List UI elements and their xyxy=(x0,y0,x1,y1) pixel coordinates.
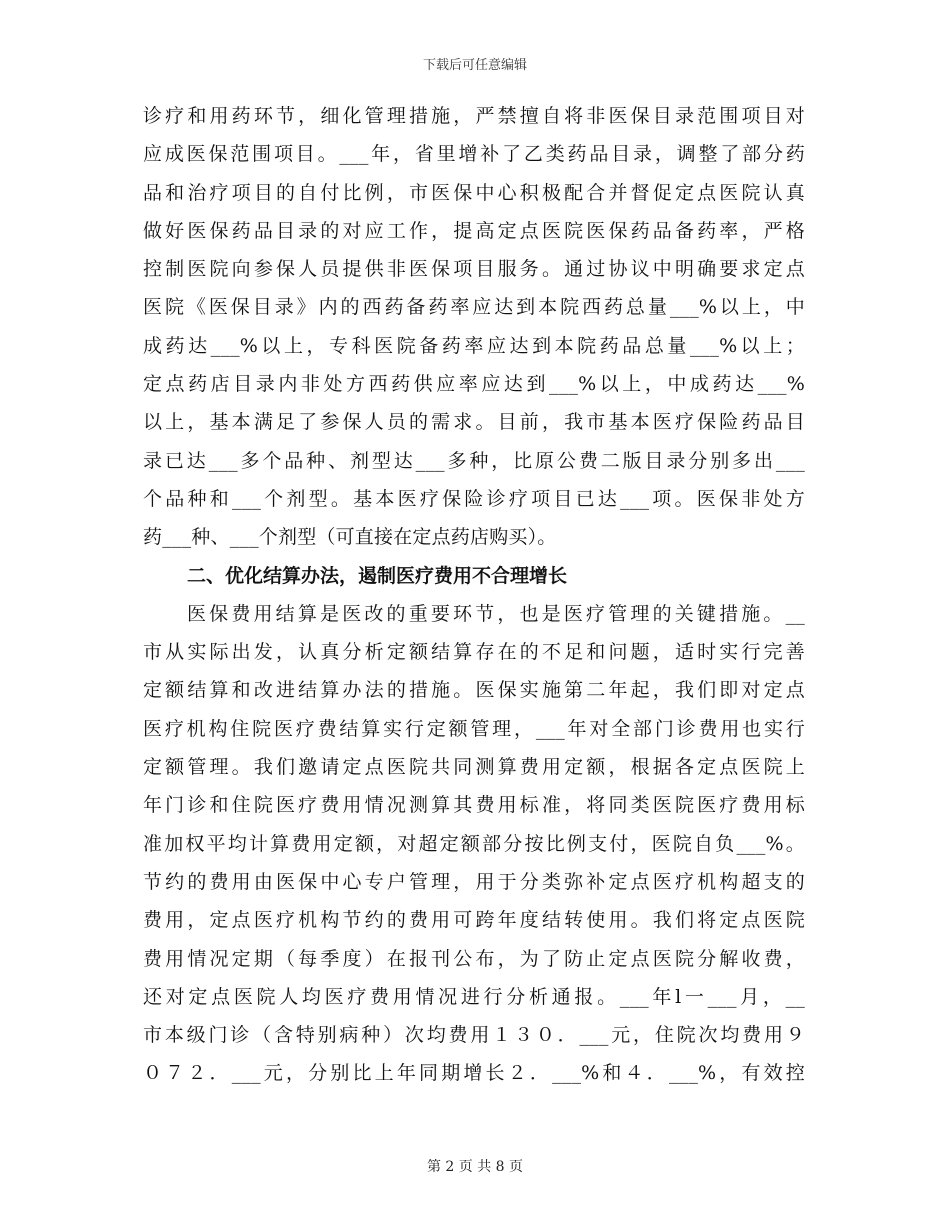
text-line: 年门诊和住院医疗费用情况测算其费用标准，将同类医院医疗费用标 xyxy=(143,794,805,817)
text-line: 医院《医保目录》内的西药备药率应达到本院西药总量___%以上，中 xyxy=(143,296,805,319)
text-line: 还对定点医院人均医疗费用情况进行分析通报。___年l一___月，__ xyxy=(143,985,805,1008)
text-line: 诊疗和用药环节，细化管理措施，严禁擅自将非医保目录范围项目对 xyxy=(143,105,805,127)
text-line: 节约的费用由医保中心专户管理，用于分类弥补定点医疗机构超支的 xyxy=(143,870,805,893)
text-line: 费用，定点医疗机构节约的费用可跨年度结转使用。我们将定点医院 xyxy=(143,909,805,932)
text-line: 以上，基本满足了参保人员的需求。目前，我市基本医疗保险药品目 xyxy=(143,411,805,434)
document-body xyxy=(143,97,805,1093)
page-footer: 第 2 页 共 8 页 xyxy=(426,1159,524,1175)
text-line: 控制医院向参保人员提供非医保项目服务。通过协议中明确要求定点 xyxy=(143,258,805,281)
text-line: 医保费用结算是医改的重要环节，也是医疗管理的关键措施。__ xyxy=(187,602,805,625)
text-line: 市从实际出发，认真分析定额结算存在的不足和问题，适时实行完善 xyxy=(143,641,805,664)
text-line: 成药达___%以上，专科医院备药率应达到本院药品总量___%以上； xyxy=(143,334,805,357)
text-line: 定额结算和改进结算办法的措施。医保实施第二年起，我们即对定点 xyxy=(143,679,805,702)
section-heading: 二、优化结算办法，遏制医疗费用不合理增长 xyxy=(187,564,568,587)
text-line: 录已达___多个品种、剂型达___多种，比原公费二版目录分别多出___ xyxy=(143,449,805,472)
text-line: 药___种、___个剂型（可直接在定点药店购买）。 xyxy=(143,526,557,549)
text-line: 应成医保范围项目。___年，省里增补了乙类药品目录，调整了部分药 xyxy=(143,143,805,166)
text-line: 定额管理。我们邀请定点医院共同测算费用定额，根据各定点医院上 xyxy=(143,756,805,779)
text-line: 市本级门诊（含特别病种）次均费用１３０．___元，住院次均费用９ xyxy=(143,1024,805,1047)
text-line: 医疗机构住院医疗费结算实行定额管理，___年对全部门诊费用也实行 xyxy=(143,717,805,740)
page-header: 下载后可任意编辑 xyxy=(422,58,527,73)
text-line: 定点药店目录内非处方西药供应率应达到___%以上，中成药达___% xyxy=(143,373,805,396)
text-line: 品和治疗项目的自付比例，市医保中心积极配合并督促定点医院认真 xyxy=(143,181,805,204)
text-line: 做好医保药品目录的对应工作，提高定点医院医保药品备药率，严格 xyxy=(143,219,805,242)
text-line: 费用情况定期（每季度）在报刊公布，为了防止定点医院分解收费， xyxy=(143,947,805,970)
paragraph-2 xyxy=(143,595,805,1093)
text-line: 个品种和___个剂型。基本医疗保险诊疗项目已达___项。医保非处方 xyxy=(143,487,805,510)
text-line: 准加权平均计算费用定额，对超定额部分按比例支付，医院自负___%。 xyxy=(143,832,805,855)
text-line: ０７２．___元，分别比上年同期增长２．___%和４．___%，有效控 xyxy=(143,1062,805,1085)
paragraph-1 xyxy=(143,97,805,557)
